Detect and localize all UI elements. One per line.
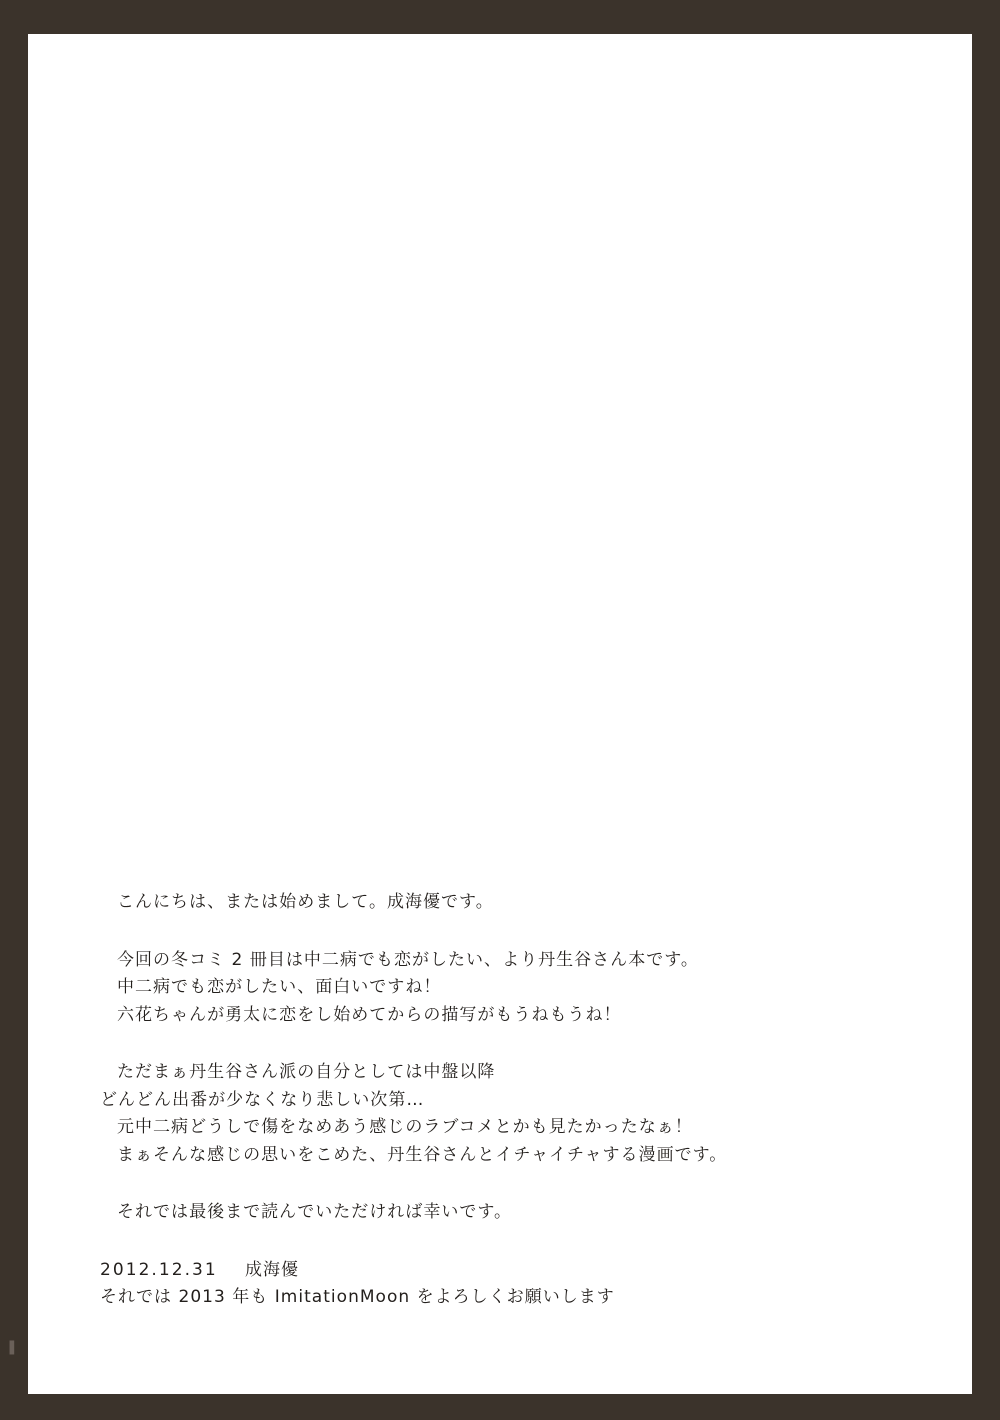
afterword-paragraph-2-line-3: 元中二病どうしで傷をなめあう感じのラブコメとかも見たかったなぁ！ [117,1117,693,1138]
afterword-signature [100,1257,910,1312]
afterword-paragraph-1-line-1: 今回の冬コミ 2 冊目は中二病でも恋がしたい、より丹生谷さん本です。 [117,949,699,970]
afterword-text-block [100,889,910,1312]
signature-date-line [100,1257,910,1285]
signature-note: それでは 2013 年も ImitationMoon をよろしくお願いします [100,1287,615,1308]
afterword-greeting-line: こんにちは、または始めまして。成海優です。 [117,892,494,912]
afterword-paragraph-2 [100,1059,910,1169]
afterword-paragraph-2-line-2: どんどん出番が少なくなり悲しい次第… [100,1089,425,1110]
afterword-closing-line: それでは最後まで読んでいただければ幸いです。 [117,1202,513,1223]
signature-date: 2012.12.31 [100,1259,218,1280]
afterword-greeting [100,889,910,917]
page-sheet [28,34,972,1394]
afterword-paragraph-1-line-2: 中二病でも恋がしたい、面白いですね！ [117,977,442,998]
afterword-paragraph-1 [100,947,910,1030]
afterword-paragraph-2-line-1: ただまぁ丹生谷さん派の自分としては中盤以降 [117,1062,496,1083]
page-corner-mark: ❚ [6,1339,18,1355]
afterword-closing [100,1199,910,1227]
afterword-paragraph-1-line-3: 六花ちゃんが勇太に恋をし始めてからの描写がもうねもうね！ [117,1004,622,1025]
signature-name: 成海優 [244,1259,299,1280]
afterword-paragraph-2-line-4: まぁそんな感じの思いをこめた、丹生谷さんとイチャイチャする漫画です。 [117,1144,728,1165]
